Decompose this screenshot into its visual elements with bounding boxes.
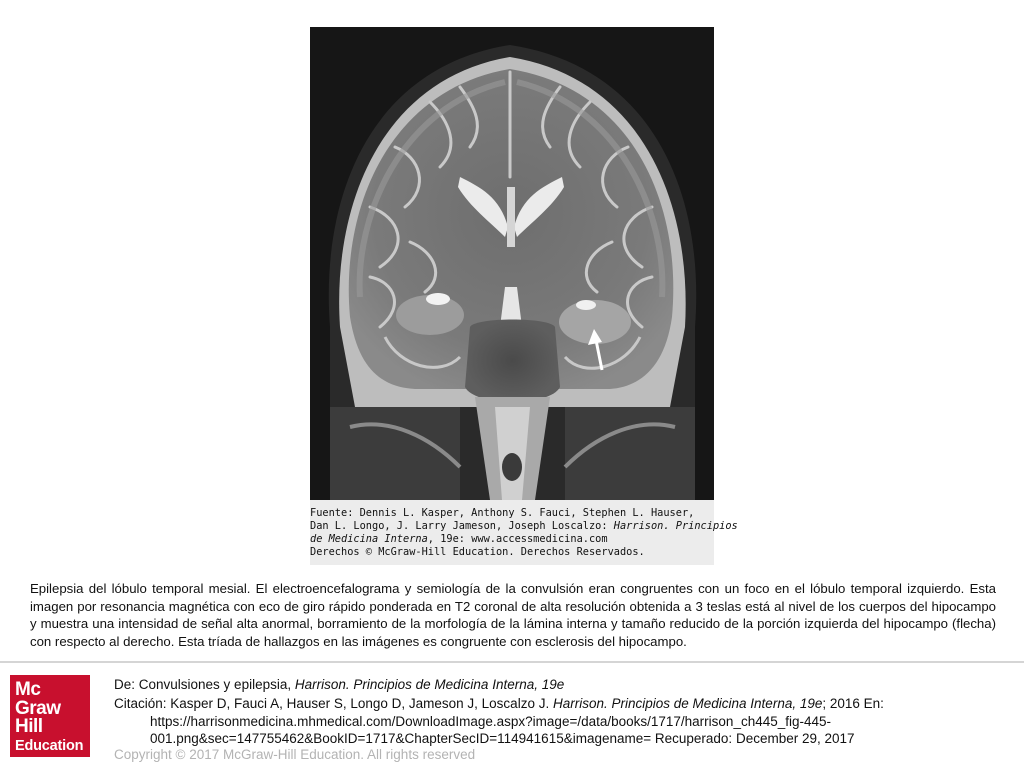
credit-line <box>310 546 714 559</box>
credit-text: Fuente: Dennis L. Kasper, Anthony S. Fauci, Stephen L. Hauser, <box>310 507 695 519</box>
logo-text: Mc <box>15 679 41 700</box>
citation-url: 001.png&sec=147755462&BookID=1717&ChapterSecID=114941615&imagename= Recuperado: December 29, 2017 <box>150 731 855 746</box>
copyright-notice: Copyright © 2017 McGraw-Hill Education. All rights reserved <box>114 747 476 762</box>
citation <box>114 695 904 748</box>
citation-suffix: ; 2016 En: <box>822 696 884 711</box>
credit-text: Derechos © McGraw-Hill Education. Derechos Reservados. <box>310 546 645 558</box>
credit-book-title: de Medicina Interna <box>310 533 428 545</box>
credit-text: , 19e: www.accessmedicina.com <box>427 533 608 545</box>
citation-prefix: Citación: Kasper D, Fauci A, Hauser S, Longo D, Jameson J, Loscalzo J. <box>114 696 553 711</box>
credit-line <box>310 533 714 546</box>
divider <box>0 661 1024 663</box>
credit-text: Dan L. Longo, J. Larry Jameson, Joseph Loscalzo: <box>310 520 614 532</box>
mri-image <box>310 27 714 500</box>
credit-book-title: Harrison. Principios <box>613 520 738 532</box>
source-line <box>114 676 564 693</box>
citation-url: https://harrisonmedicina.mhmedical.com/DownloadImage.aspx?image=/data/books/1717/harrison_ch445_fig-445- <box>150 713 832 729</box>
mri-figure <box>310 27 738 565</box>
source-book-title: Harrison. Principios de Medicina Interna, 19e <box>294 677 565 692</box>
logo-text: Education <box>15 737 84 754</box>
figure-credit <box>310 500 738 565</box>
citation-book-title: Harrison. Principios de Medicina Interna, 19e <box>552 696 823 711</box>
logo-text: Graw <box>15 697 61 719</box>
credit-line <box>310 520 738 533</box>
source-prefix: De: Convulsiones y epilepsia, <box>114 677 295 692</box>
credit-line <box>310 507 714 520</box>
logo-text: Hill <box>15 716 43 737</box>
brain-mri-scan <box>310 27 714 500</box>
mcgraw-hill-logo <box>10 675 90 757</box>
figure-caption: Epilepsia del lóbulo temporal mesial. El electroencefalograma y semiología de la convulsión eran congruentes con un foco en el lóbulo temporal izquierdo. Esta imagen por resonancia magnética con eco de giro rápido ponderada en T2 coronal de alta resolución obtenida a 3 teslas está al nivel de los cuerpos del hipocampo y muestra una intensidad de señal alta anormal, borramiento de la morfología de la lámina interna y tamaño reducido de la porción izquierda del hipocampo (flecha) con respecto al derecho. Esta tríada de hallazgos en las imágenes es congruente con esclerosis del hipocampo. <box>30 581 996 649</box>
